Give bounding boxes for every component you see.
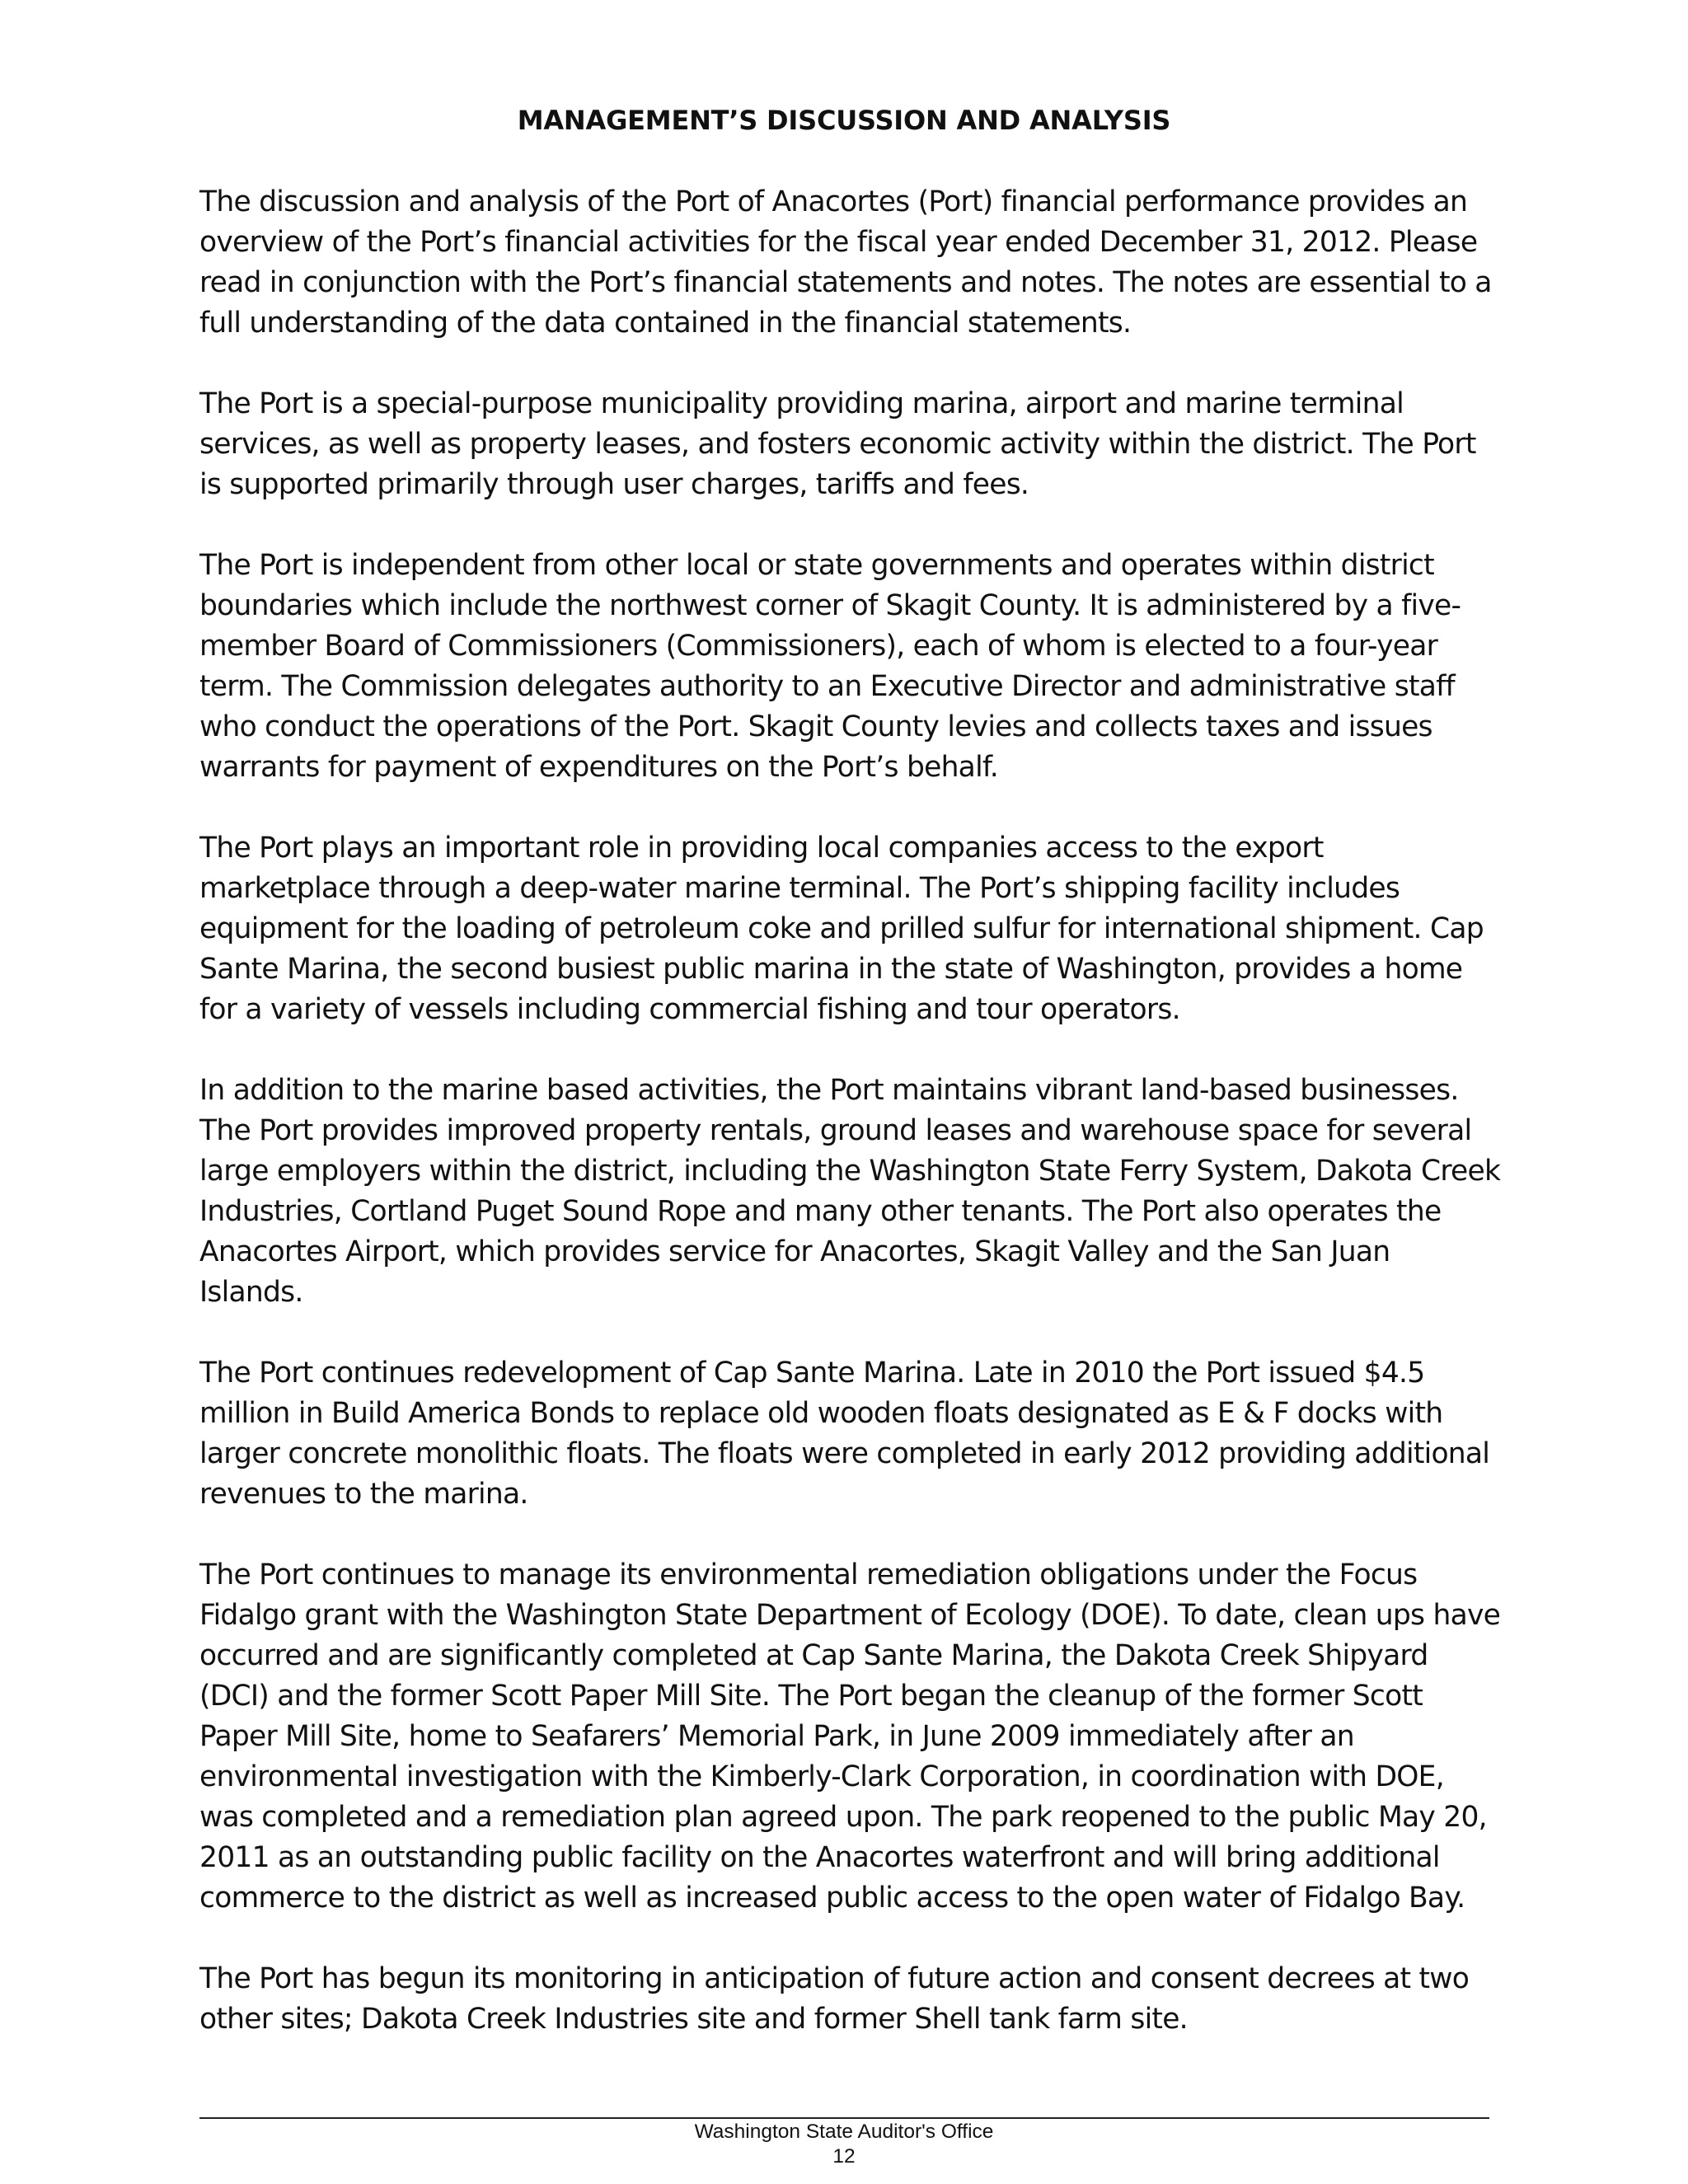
page-footer xyxy=(0,2120,1688,2169)
footer-office: Washington State Auditor's Office xyxy=(694,2121,994,2143)
footer-divider xyxy=(199,2117,1489,2119)
paragraph-governance: The Port is independent from other local or state governments and operates within district boundaries which include the northwest corner of Skagit County. It is administered by a five-member Board of Commissioners (Commissioners), each of whom is elected to a four-year term. The Commission delegates authority to an Executive Director and administrative staff who conduct the operations of the Port. Skagit County levies and collects taxes and issues warrants for payment of expenditures on the Port’s behalf. xyxy=(199,549,1461,784)
paragraph-port-purpose: The Port is a special-purpose municipality providing marina, airport and marine terminal services, as well as property leases, and fosters economic activity within the district. The Port is supported primarily through user charges, tariffs and fees. xyxy=(199,387,1476,501)
paragraph-marine-terminal: The Port plays an important role in providing local companies access to the export marketplace through a deep-water marine terminal. The Port’s shipping facility includes equipment for the loading of petroleum coke and prilled sulfur for international shipment. Cap Sante Marina, the second busiest public marina in the state of Washington, provides a home for a variety of vessels including commercial fishing and tour operators. xyxy=(199,832,1484,1026)
page-number: 12 xyxy=(832,2145,856,2168)
paragraph-overview: The discussion and analysis of the Port of Anacortes (Port) financial performance provides an overview of the Port’s financial activities for the fiscal year ended December 31, 2012. Please read in conjunction with the Port’s financial statements and notes. The notes are essential to a full understanding of the data contained in the financial statements. xyxy=(199,185,1492,340)
paragraph-land-based: In addition to the marine based activities, the Port maintains vibrant land-based businesses. The Port provides improved property rentals, ground leases and warehouse space for several large employers within the district, including the Washington State Ferry System, Dakota Creek Industries, Cortland Puget Sound Rope and many other tenants. The Port also operates the Anacortes Airport, which provides service for Anacortes, Skagit Valley and the San Juan Islands. xyxy=(199,1074,1501,1309)
document-body xyxy=(199,182,1502,2080)
paragraph-monitoring: The Port has begun its monitoring in anticipation of future action and consent decrees at two other sites; Dakota Creek Industries site and former Shell tank farm site. xyxy=(199,1962,1470,2036)
paragraph-marina-redevelopment: The Port continues redevelopment of Cap Sante Marina. Late in 2010 the Port issued $4.5 million in Build America Bonds to replace old wooden floats designated as E & F docks with larger concrete monolithic floats. The floats were completed in early 2012 providing additional revenues to the marina. xyxy=(199,1357,1490,1511)
page-title: MANAGEMENT’S DISCUSSION AND ANALYSIS xyxy=(517,105,1171,136)
paragraph-environmental: The Port continues to manage its environmental remediation obligations under the Focus Fidalgo grant with the Washington State Department of Ecology (DOE). To date, clean ups have occurred and are significantly completed at Cap Sante Marina, the Dakota Creek Shipyard (DCI) and the former Scott Paper Mill Site. The Port began the cleanup of the former Scott Paper Mill Site, home to Seafarers’ Memorial Park, in June 2009 immediately after an environmental investigation with the Kimberly-Clark Corporation, in coordination with DOE, was completed and a remediation plan agreed upon. The park reopened to the public May 20, 2011 as an outstanding public facility on the Anacortes waterfront and will bring additional commerce to the district as well as increased public access to the open water of Fidalgo Bay. xyxy=(199,1558,1501,1915)
